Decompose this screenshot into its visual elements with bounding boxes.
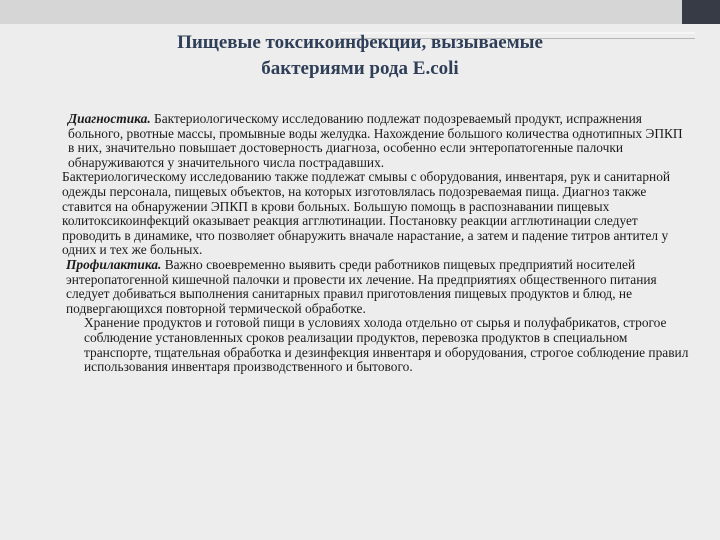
slide-title <box>0 30 720 82</box>
slide-title-line-1: Пищевые токсикоинфекции, вызываемые <box>177 32 543 53</box>
top-decorative-bar <box>0 0 720 24</box>
slide-title-line-2: бактериями рода E.coli <box>261 58 459 79</box>
term-prevention: Профилактика. <box>66 256 162 272</box>
corner-accent-block <box>682 0 720 24</box>
slide-body <box>38 112 690 375</box>
paragraph-prevention-text: Важно своевременно выявить среди работников пищевых предприятий носителей энтеропатогенной кишечной палочки и провести их лечение. На предприятиях общественного питания следует добиваться выполнения санитарных правил приготовления пищевых продуктов и блюд, не подвергающихся повторной термической обработке. <box>66 256 657 316</box>
paragraph-diagnostics-text: Бактериологическому исследованию подлежат подозреваемый продукт, испражнения больного, рвотные массы, промывные воды желудка. Нахождение большого количества однотипных ЭПКП в них, значительно повышает достоверность диагноза, особенно если энтеропатогенные палочки обнаруживаются у значительного числа пострадавших. <box>68 111 683 170</box>
paragraph-storage: Хранение продуктов и готовой пищи в условиях холода отдельно от сырья и полуфабрикатов, строгое соблюдение установленных сроков реализации продуктов, перевозка продуктов в специальном транспорте, тщательная обработка и дезинфекция инвентаря и оборудования, строгое соблюдение правил использования инвентаря производственного и бытового. <box>84 315 689 375</box>
paragraph-diagnostics <box>38 112 690 170</box>
term-diagnostics: Диагностика. <box>68 111 151 126</box>
paragraph-prevention <box>38 258 690 316</box>
paragraph-bacteriology: Бактериологическому исследованию также подлежат смывы с оборудования, инвентаря, рук и санитарной одежды персонала, пищевых объектов, на которых изготовлялась подозреваемая пища. Диагноз также ставится на обнаружении ЭПКП в крови больных. Большую помощь в распознавании пищевых колитоксикоинфекций оказывает реакция агглютинации. Постановку реакции агглютинации следует проводить в динамике, что позволяет обнаружить вначале нарастание, а затем и падение титров антител у одних и тех же больных. <box>62 169 671 258</box>
